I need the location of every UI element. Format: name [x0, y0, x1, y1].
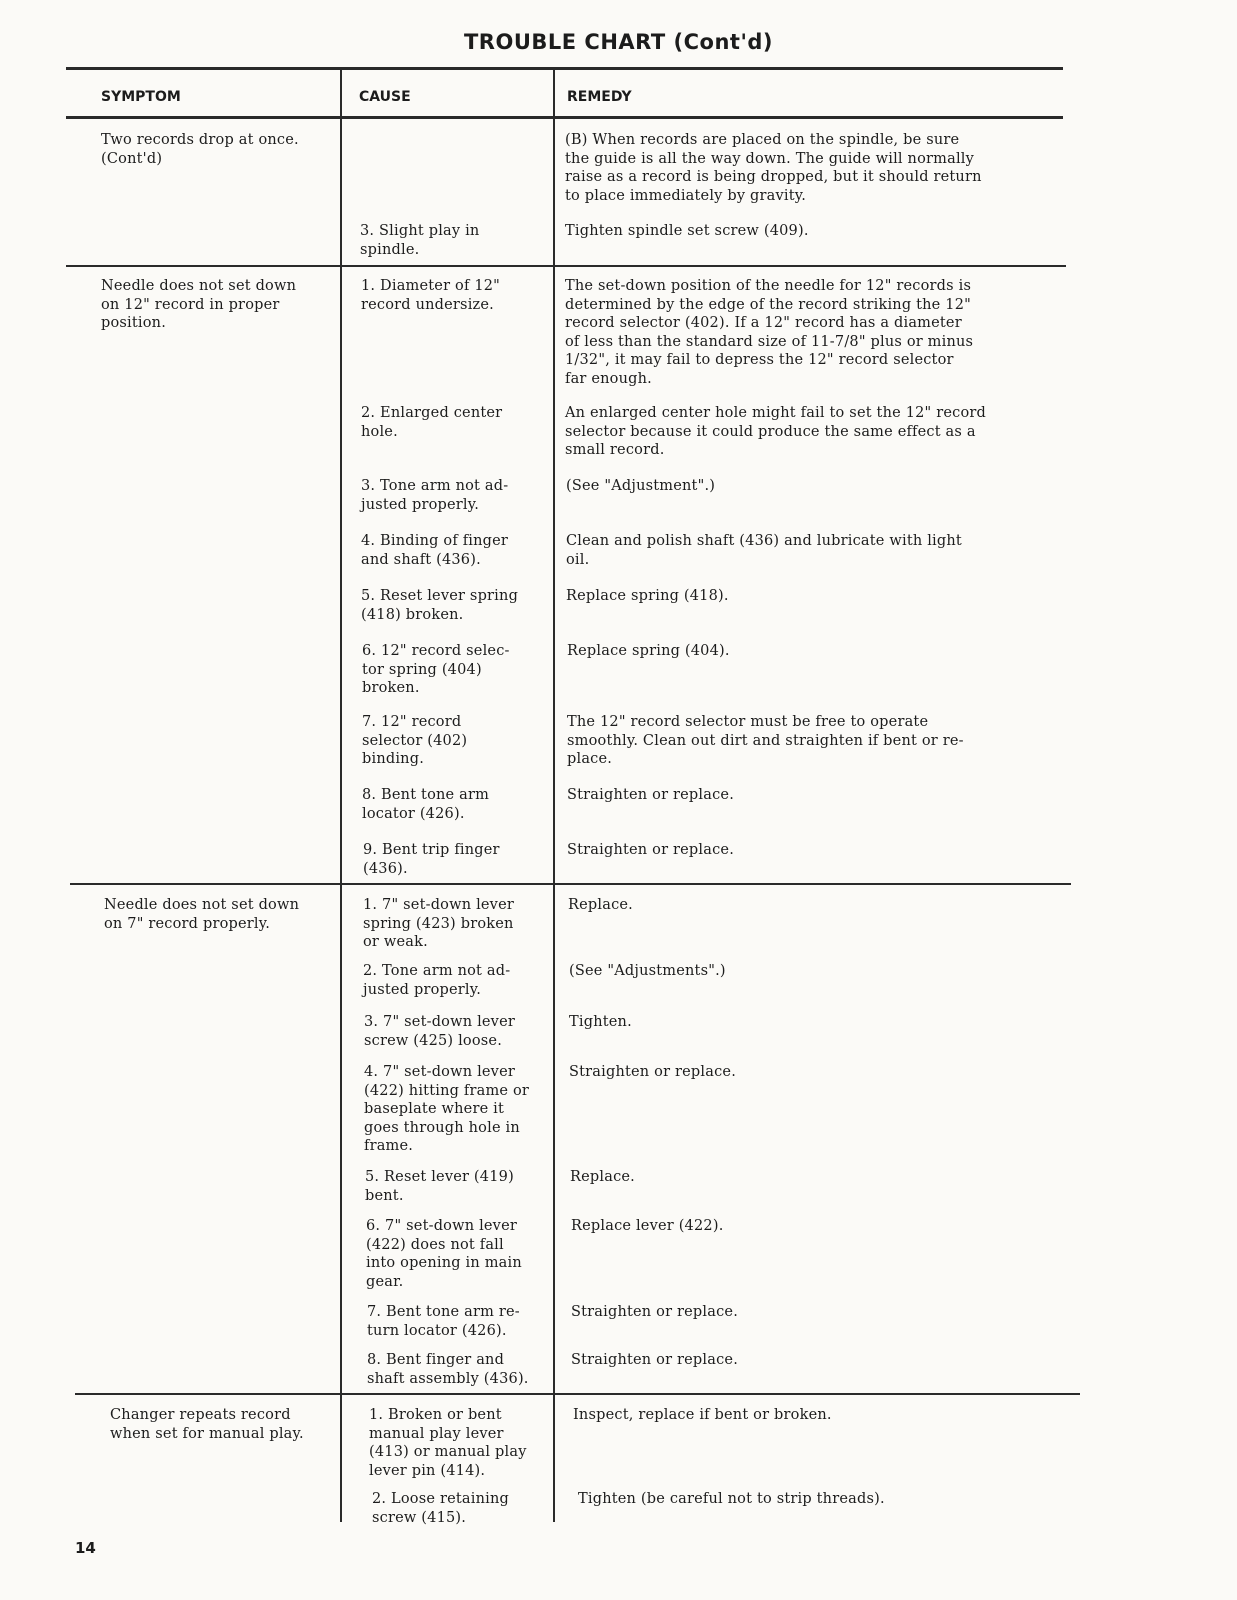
header-bottom-rule	[66, 116, 1063, 119]
cause-cell: 6. 12" record selec- tor spring (404) broken.	[362, 643, 510, 696]
remedy-cell: (See "Adjustments".)	[569, 963, 726, 979]
cause-cell: 3. Slight play in spindle.	[360, 223, 480, 258]
remedy-cell: (See "Adjustment".)	[566, 478, 716, 494]
cause-cell: 7. 12" record selector (402) binding.	[362, 714, 468, 767]
cause-cell: 8. Bent tone arm locator (426).	[362, 787, 490, 822]
remedy-cell: Replace.	[570, 1169, 635, 1185]
remedy-cell: The 12" record selector must be free to operate smoothly. Clean out dirt and straighten if bent or re- place.	[567, 714, 964, 767]
cause-cell: 3. 7" set-down lever screw (425) loose.	[364, 1014, 515, 1049]
remedy-cell: Straighten or replace.	[569, 1064, 737, 1080]
remedy-cell: Straighten or replace.	[567, 842, 735, 858]
header-symptom: SYMPTOM	[101, 89, 181, 105]
symptom-cell: Needle does not set down on 7" record properly.	[104, 897, 300, 932]
remedy-cell: Straighten or replace.	[567, 787, 735, 803]
remedy-cell: Replace spring (404).	[567, 643, 730, 659]
remedy-cell: An enlarged center hole might fail to set the 12" record selector because it could produce the same effect as a small record.	[565, 405, 987, 458]
remedy-cell: Replace lever (422).	[571, 1218, 724, 1234]
remedy-cell: Tighten (be careful not to strip threads).	[578, 1491, 885, 1507]
section-rule	[75, 1393, 1080, 1395]
cause-cell: 2. Enlarged center hole.	[361, 405, 503, 440]
cause-cell: 1. 7" set-down lever spring (423) broken or weak.	[363, 897, 514, 950]
table-top-rule	[66, 67, 1063, 70]
section-rule	[66, 265, 1066, 267]
symptom-cell: Needle does not set down on 12" record in proper position.	[101, 278, 297, 331]
remedy-cell: Straighten or replace.	[571, 1352, 739, 1368]
cause-cell: 1. Diameter of 12" record undersize.	[361, 278, 501, 313]
remedy-cell: Tighten spindle set screw (409).	[565, 223, 809, 239]
remedy-cell: Replace.	[568, 897, 633, 913]
cause-cell: 4. Binding of finger and shaft (436).	[361, 533, 509, 568]
cause-cell: 1. Broken or bent manual play lever (413) or manual play lever pin (414).	[369, 1407, 527, 1479]
cause-cell: 3. Tone arm not ad- justed properly.	[361, 478, 509, 513]
section-rule	[70, 883, 1071, 885]
column-divider-remedy	[553, 67, 555, 1522]
remedy-cell: Tighten.	[569, 1014, 632, 1030]
cause-cell: 6. 7" set-down lever (422) does not fall into opening in main gear.	[366, 1218, 522, 1290]
page-title: TROUBLE CHART (Cont'd)	[463, 30, 774, 54]
column-divider-cause	[340, 67, 342, 1522]
cause-cell: 2. Loose retaining screw (415).	[372, 1491, 509, 1526]
remedy-cell: Clean and polish shaft (436) and lubricate with light oil.	[566, 533, 962, 568]
remedy-cell: The set-down position of the needle for 12" records is determined by the edge of the record striking the 12" record selector (402). If a 12" record has a diameter of less than the standard size of 11-7/8" plus or minus 1/32", it may fail to depress the 12" record selector far enough.	[565, 278, 974, 387]
remedy-cell: Replace spring (418).	[566, 588, 729, 604]
page-number: 14	[75, 1539, 96, 1557]
cause-cell: 5. Reset lever (419) bent.	[365, 1169, 514, 1204]
header-remedy: REMEDY	[567, 89, 632, 105]
cause-cell: 5. Reset lever spring (418) broken.	[361, 588, 519, 623]
cause-cell: 9. Bent trip finger (436).	[363, 842, 500, 877]
header-cause: CAUSE	[359, 89, 411, 105]
cause-cell: 7. Bent tone arm re- turn locator (426).	[367, 1304, 520, 1339]
symptom-cell: Changer repeats record when set for manual play.	[110, 1407, 304, 1442]
remedy-cell: Straighten or replace.	[571, 1304, 739, 1320]
cause-cell: 8. Bent finger and shaft assembly (436).	[367, 1352, 529, 1387]
remedy-cell: (B) When records are placed on the spindle, be sure the guide is all the way down. The guide will normally raise as a record is being dropped, but it should return to place immediately by gravity.	[565, 132, 982, 204]
cause-cell: 2. Tone arm not ad- justed properly.	[363, 963, 511, 998]
symptom-cell: Two records drop at once. (Cont'd)	[101, 132, 299, 167]
cause-cell: 4. 7" set-down lever (422) hitting frame or baseplate where it goes through hole in frame.	[364, 1064, 530, 1154]
remedy-cell: Inspect, replace if bent or broken.	[573, 1407, 832, 1423]
